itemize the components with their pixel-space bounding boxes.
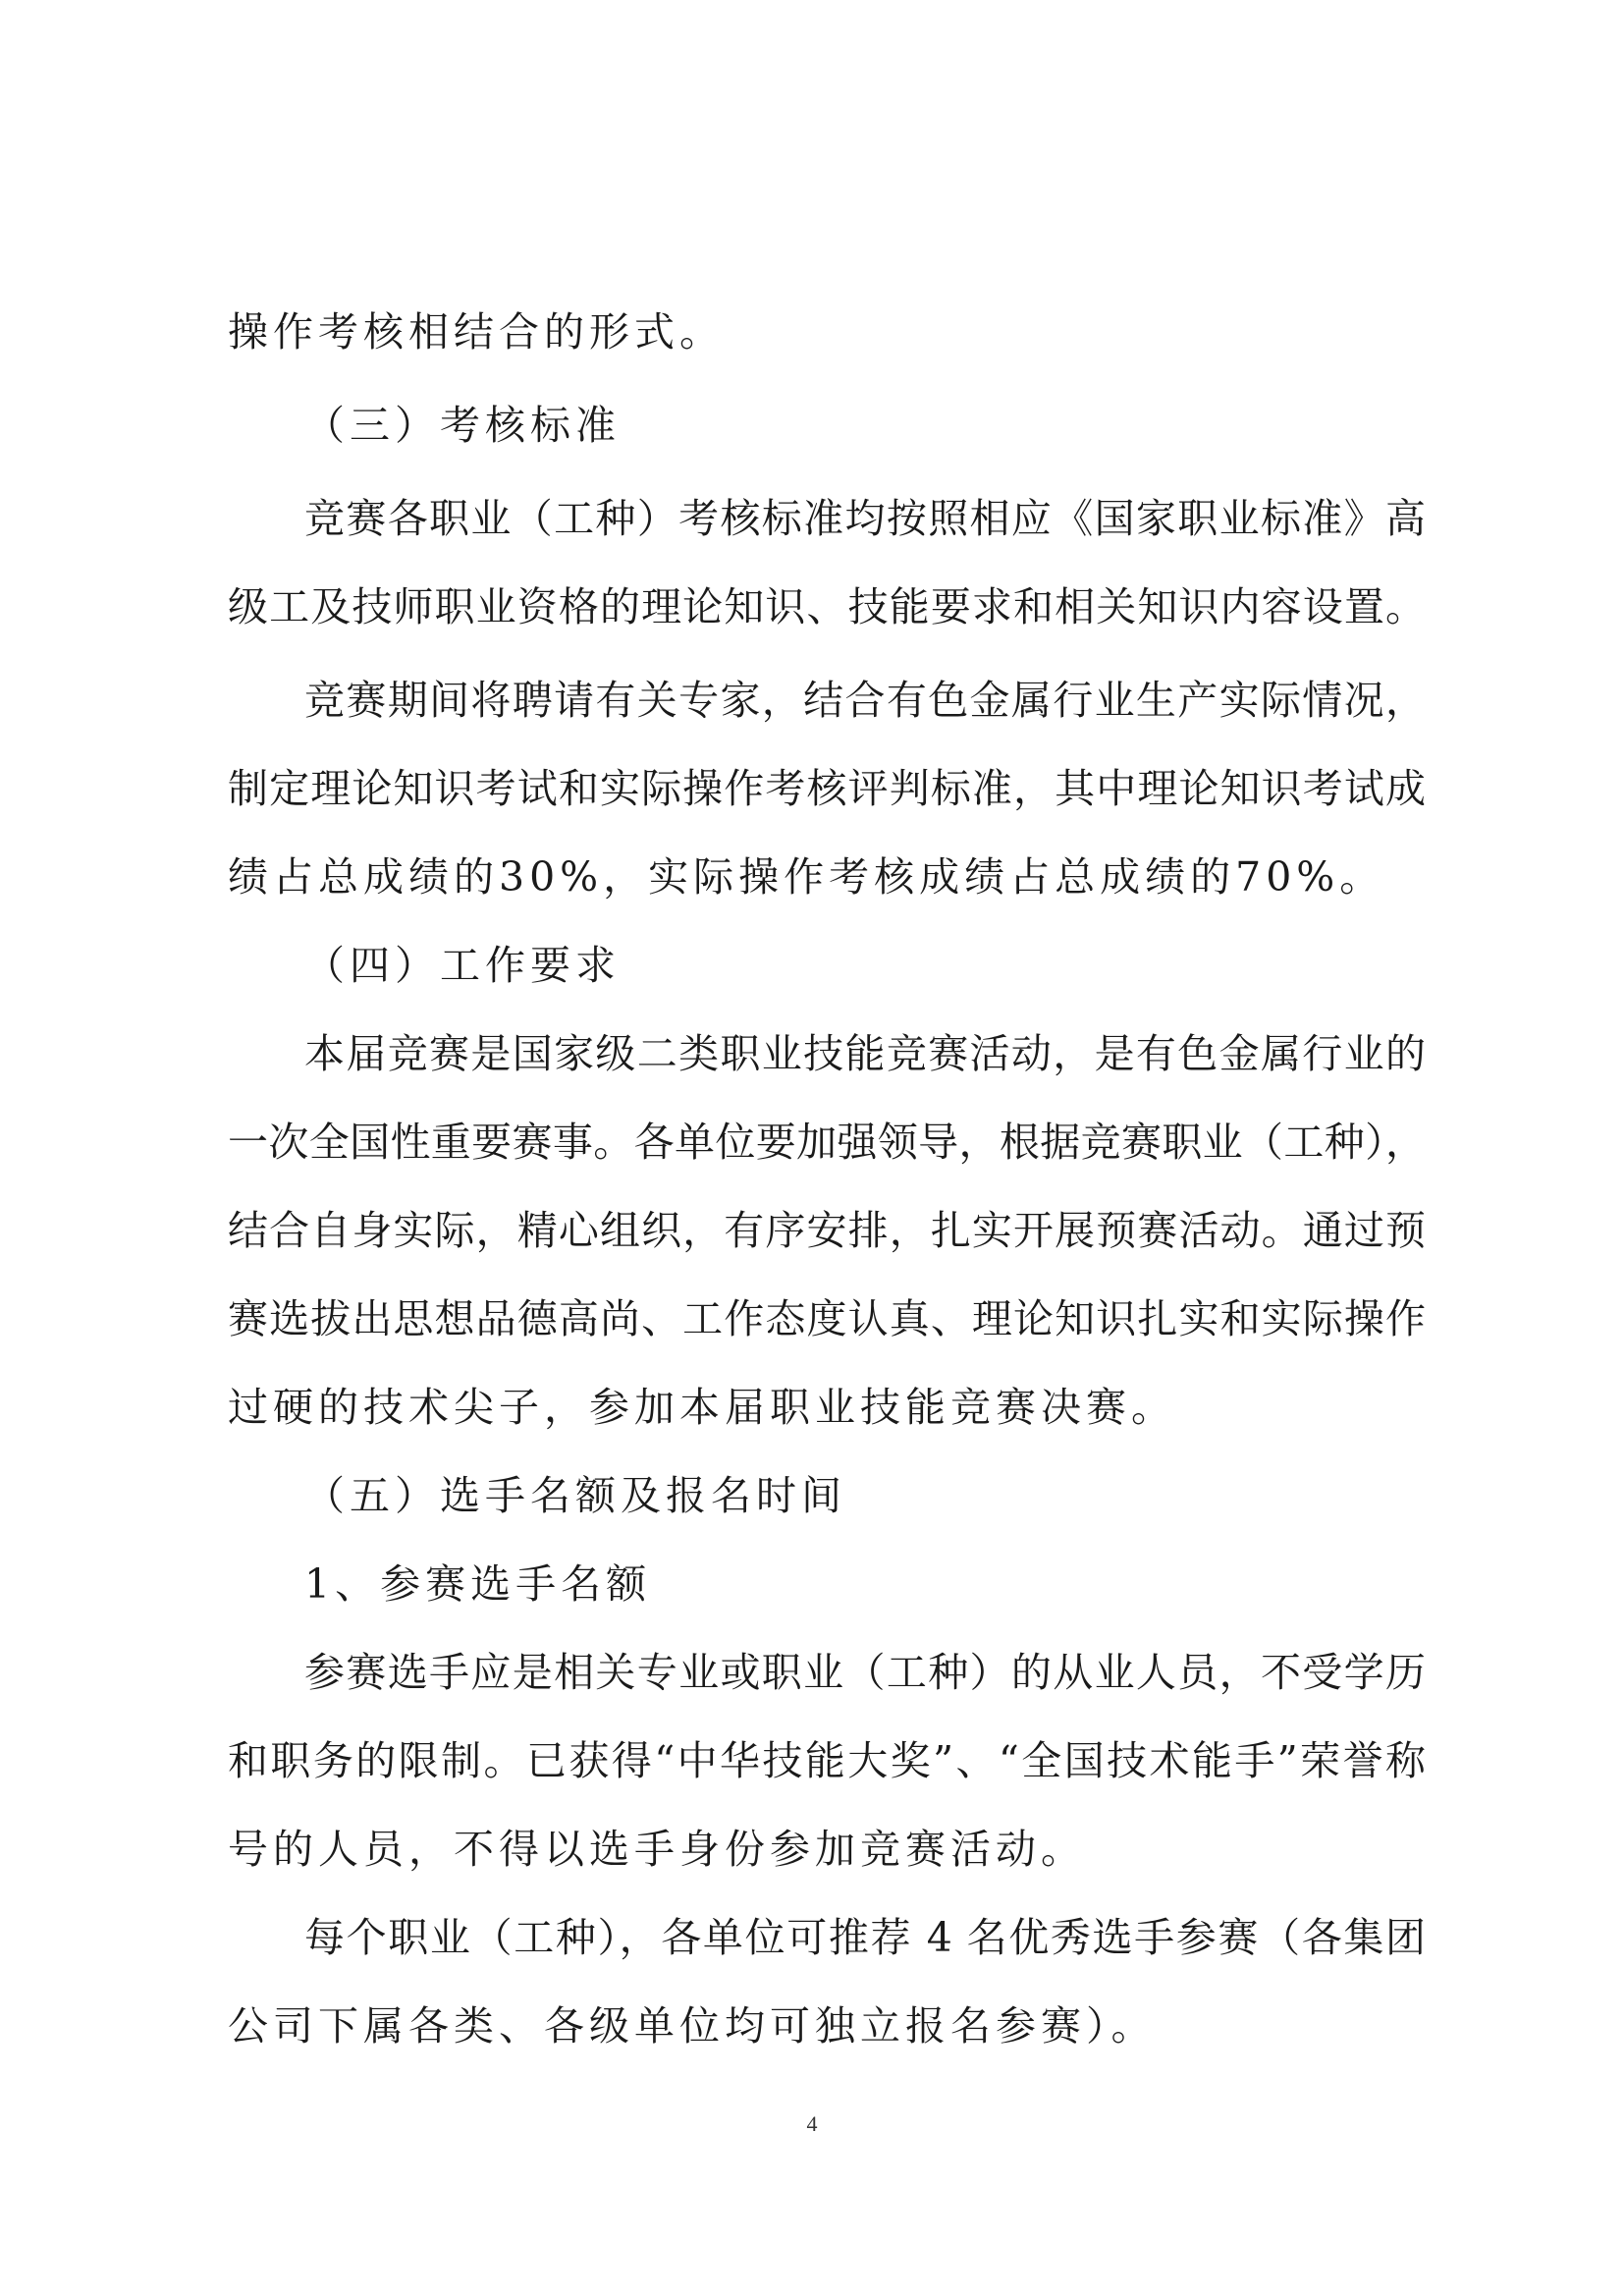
paragraph-line: 本届竞赛是国家级二类职业技能竞赛活动，是有色金属行业的 [304,1030,1426,1077]
paragraph-line: 竞赛期间将聘请有关专家，结合有色金属行业生产实际情况， [304,677,1426,724]
paragraph-line: 号的人员，不得以选手身份参加竞赛活动。 [228,1826,1086,1873]
subsection-heading: 1、参赛选手名额 [304,1560,652,1608]
paragraph-line: 和职务的限制。已获得“中华技能大奖”、“全国技术能手”荣誉称 [228,1737,1426,1784]
paragraph-line: 级工及技师职业资格的理论知识、技能要求和相关知识内容设置。 [228,583,1426,630]
paragraph-line: 操作考核相结合的形式。 [228,308,725,355]
section-heading: （四）工作要求 [304,942,621,989]
section-heading: （三）考核标准 [304,402,621,449]
paragraph-line: 参赛选手应是相关专业或职业（工种）的从业人员，不受学历 [304,1649,1426,1696]
paragraph-line: 结合自身实际，精心组织，有序安排，扎实开展预赛活动。通过预 [228,1207,1426,1254]
paragraph-line: 赛选拔出思想品德高尚、工作态度认真、理论知识扎实和实际操作 [228,1295,1426,1342]
section-heading: （五）选手名额及报名时间 [304,1472,846,1519]
paragraph-line: 绩占总成绩的30%，实际操作考核成绩占总成绩的70%。 [228,853,1385,901]
paragraph-line: 制定理论知识考试和实际操作考核评判标准，其中理论知识考试成 [228,765,1426,812]
paragraph-line: 公司下属各类、各级单位均可独立报名参赛）。 [228,2002,1157,2050]
paragraph-line: 竞赛各职业（工种）考核标准均按照相应《国家职业标准》高 [304,495,1426,542]
paragraph-line: 一次全国性重要赛事。各单位要加强领导，根据竞赛职业（工种）， [228,1119,1426,1166]
paragraph-line: 每个职业（工种），各单位可推荐 4 名优秀选手参赛（各集团 [304,1914,1426,1961]
page-number: 4 [806,2111,818,2136]
paragraph-line: 过硬的技术尖子，参加本届职业技能竞赛决赛。 [228,1384,1176,1431]
